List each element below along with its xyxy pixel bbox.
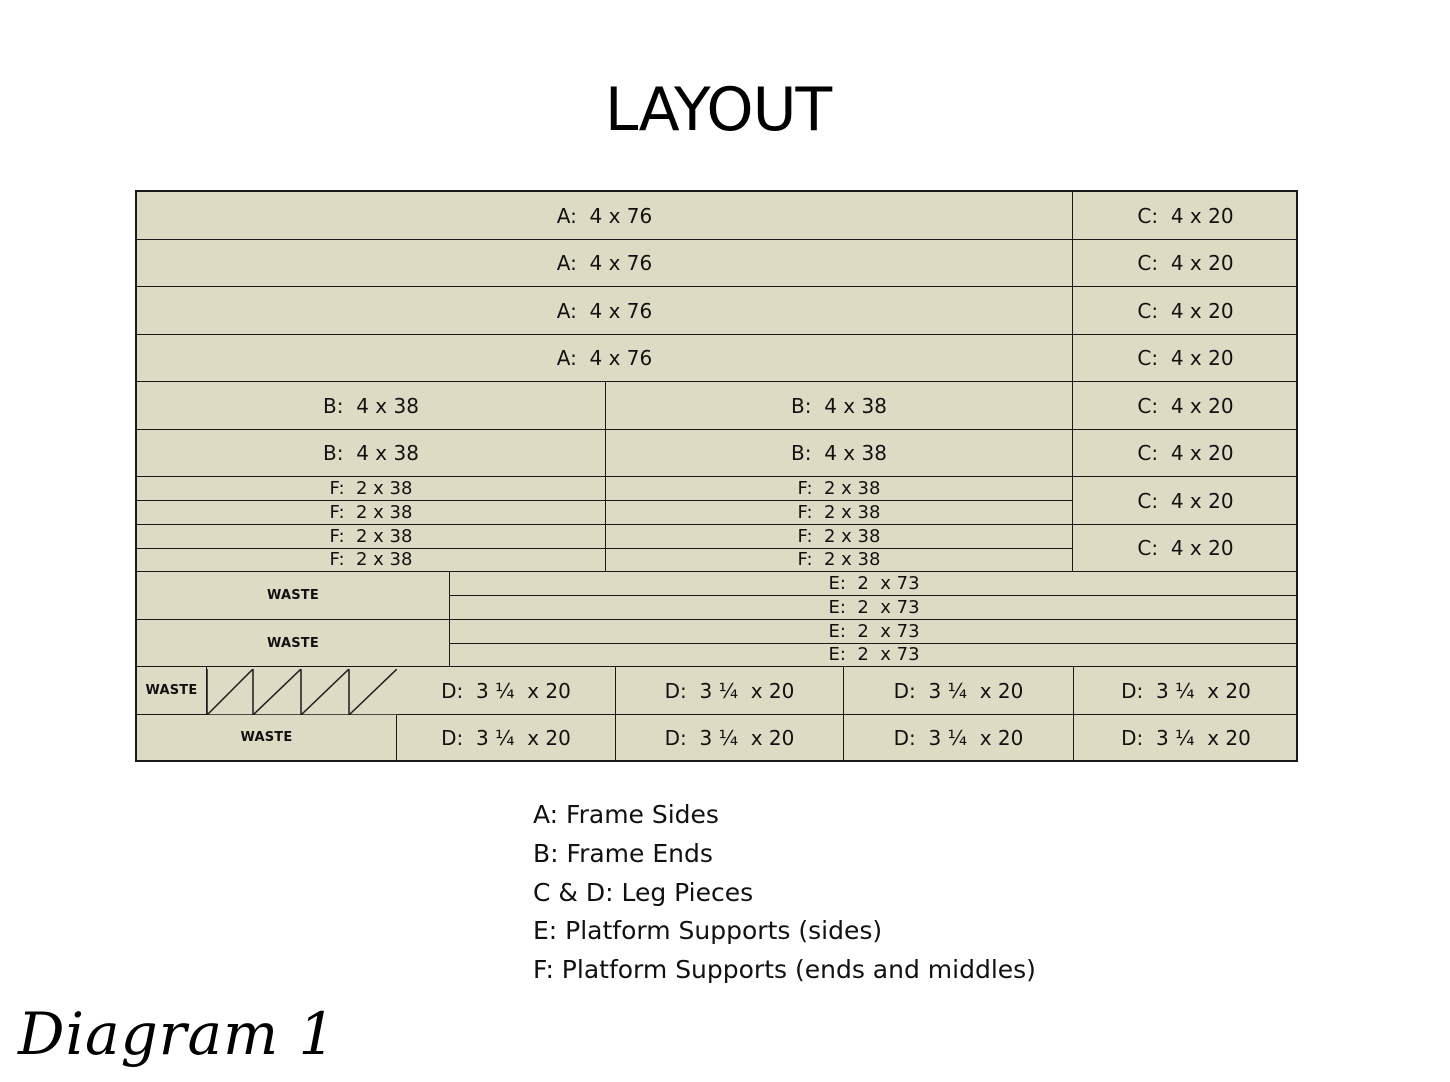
piece-b: B: 4 x 38 [606, 382, 1073, 430]
cutting-layout-board [135, 190, 1298, 762]
waste-area: WASTE [137, 572, 450, 620]
waste-area: WASTE [137, 715, 397, 760]
piece-d: D: 3 ¼ x 20 [844, 715, 1074, 760]
piece-d: D: 3 ¼ x 20 [1074, 667, 1298, 715]
piece-b: B: 4 x 38 [137, 382, 606, 430]
piece-e: E: 2 x 73 [450, 596, 1298, 620]
piece-e: E: 2 x 73 [450, 620, 1298, 644]
piece-a: A: 4 x 76 [137, 335, 1073, 382]
piece-e: E: 2 x 73 [450, 572, 1298, 596]
piece-d: D: 3 ¼ x 20 [616, 715, 844, 760]
piece-f: F: 2 x 38 [137, 525, 606, 549]
legend-item: C & D: Leg Pieces [533, 877, 754, 907]
piece-b: B: 4 x 38 [137, 430, 606, 477]
piece-c: C: 4 x 20 [1073, 335, 1298, 382]
piece-c: C: 4 x 20 [1073, 525, 1298, 572]
legend-item: B: Frame Ends [533, 838, 713, 868]
piece-d: D: 3 ¼ x 20 [844, 667, 1074, 715]
piece-f: F: 2 x 38 [137, 477, 606, 501]
piece-c: C: 4 x 20 [1073, 477, 1298, 525]
piece-b: B: 4 x 38 [606, 430, 1073, 477]
legend-item: E: Platform Supports (sides) [533, 916, 883, 946]
piece-c: C: 4 x 20 [1073, 430, 1298, 477]
piece-d: D: 3 ¼ x 20 [1121, 725, 1251, 750]
piece-f: F: 2 x 38 [606, 477, 1073, 501]
piece-c: C: 4 x 20 [1073, 382, 1298, 430]
piece-f: F: 2 x 38 [606, 525, 1073, 549]
hatched-waste-area [207, 669, 397, 715]
piece-f: F: 2 x 38 [606, 549, 1073, 572]
piece-c: C: 4 x 20 [1073, 240, 1298, 287]
piece-f: F: 2 x 38 [606, 501, 1073, 525]
piece-d: D: 3 ¼ x 20 [397, 715, 616, 760]
legend-item: A: Frame Sides [533, 800, 719, 829]
piece-c: C: 4 x 20 [1073, 192, 1298, 240]
page-title: LAYOUT [604, 75, 832, 145]
piece-d: D: 3 ¼ x 20 [397, 667, 616, 715]
piece-a: A: 4 x 76 [137, 192, 1073, 240]
legend-item: F: Platform Supports (ends and middles) [533, 955, 1036, 985]
legend [533, 798, 1036, 992]
piece-c: C: 4 x 20 [1073, 287, 1298, 335]
waste-area: WASTE [137, 620, 450, 667]
piece-f: F: 2 x 38 [137, 549, 606, 572]
piece-d: D: 3 ¼ x 20 [616, 667, 844, 715]
piece-f: F: 2 x 38 [137, 501, 606, 525]
diagram-caption: Diagram 1 [18, 1000, 337, 1068]
piece-a: A: 4 x 76 [137, 287, 1073, 335]
piece-a: A: 4 x 76 [137, 240, 1073, 287]
waste-area: WASTE [137, 667, 207, 715]
piece-e: E: 2 x 73 [450, 644, 1298, 667]
